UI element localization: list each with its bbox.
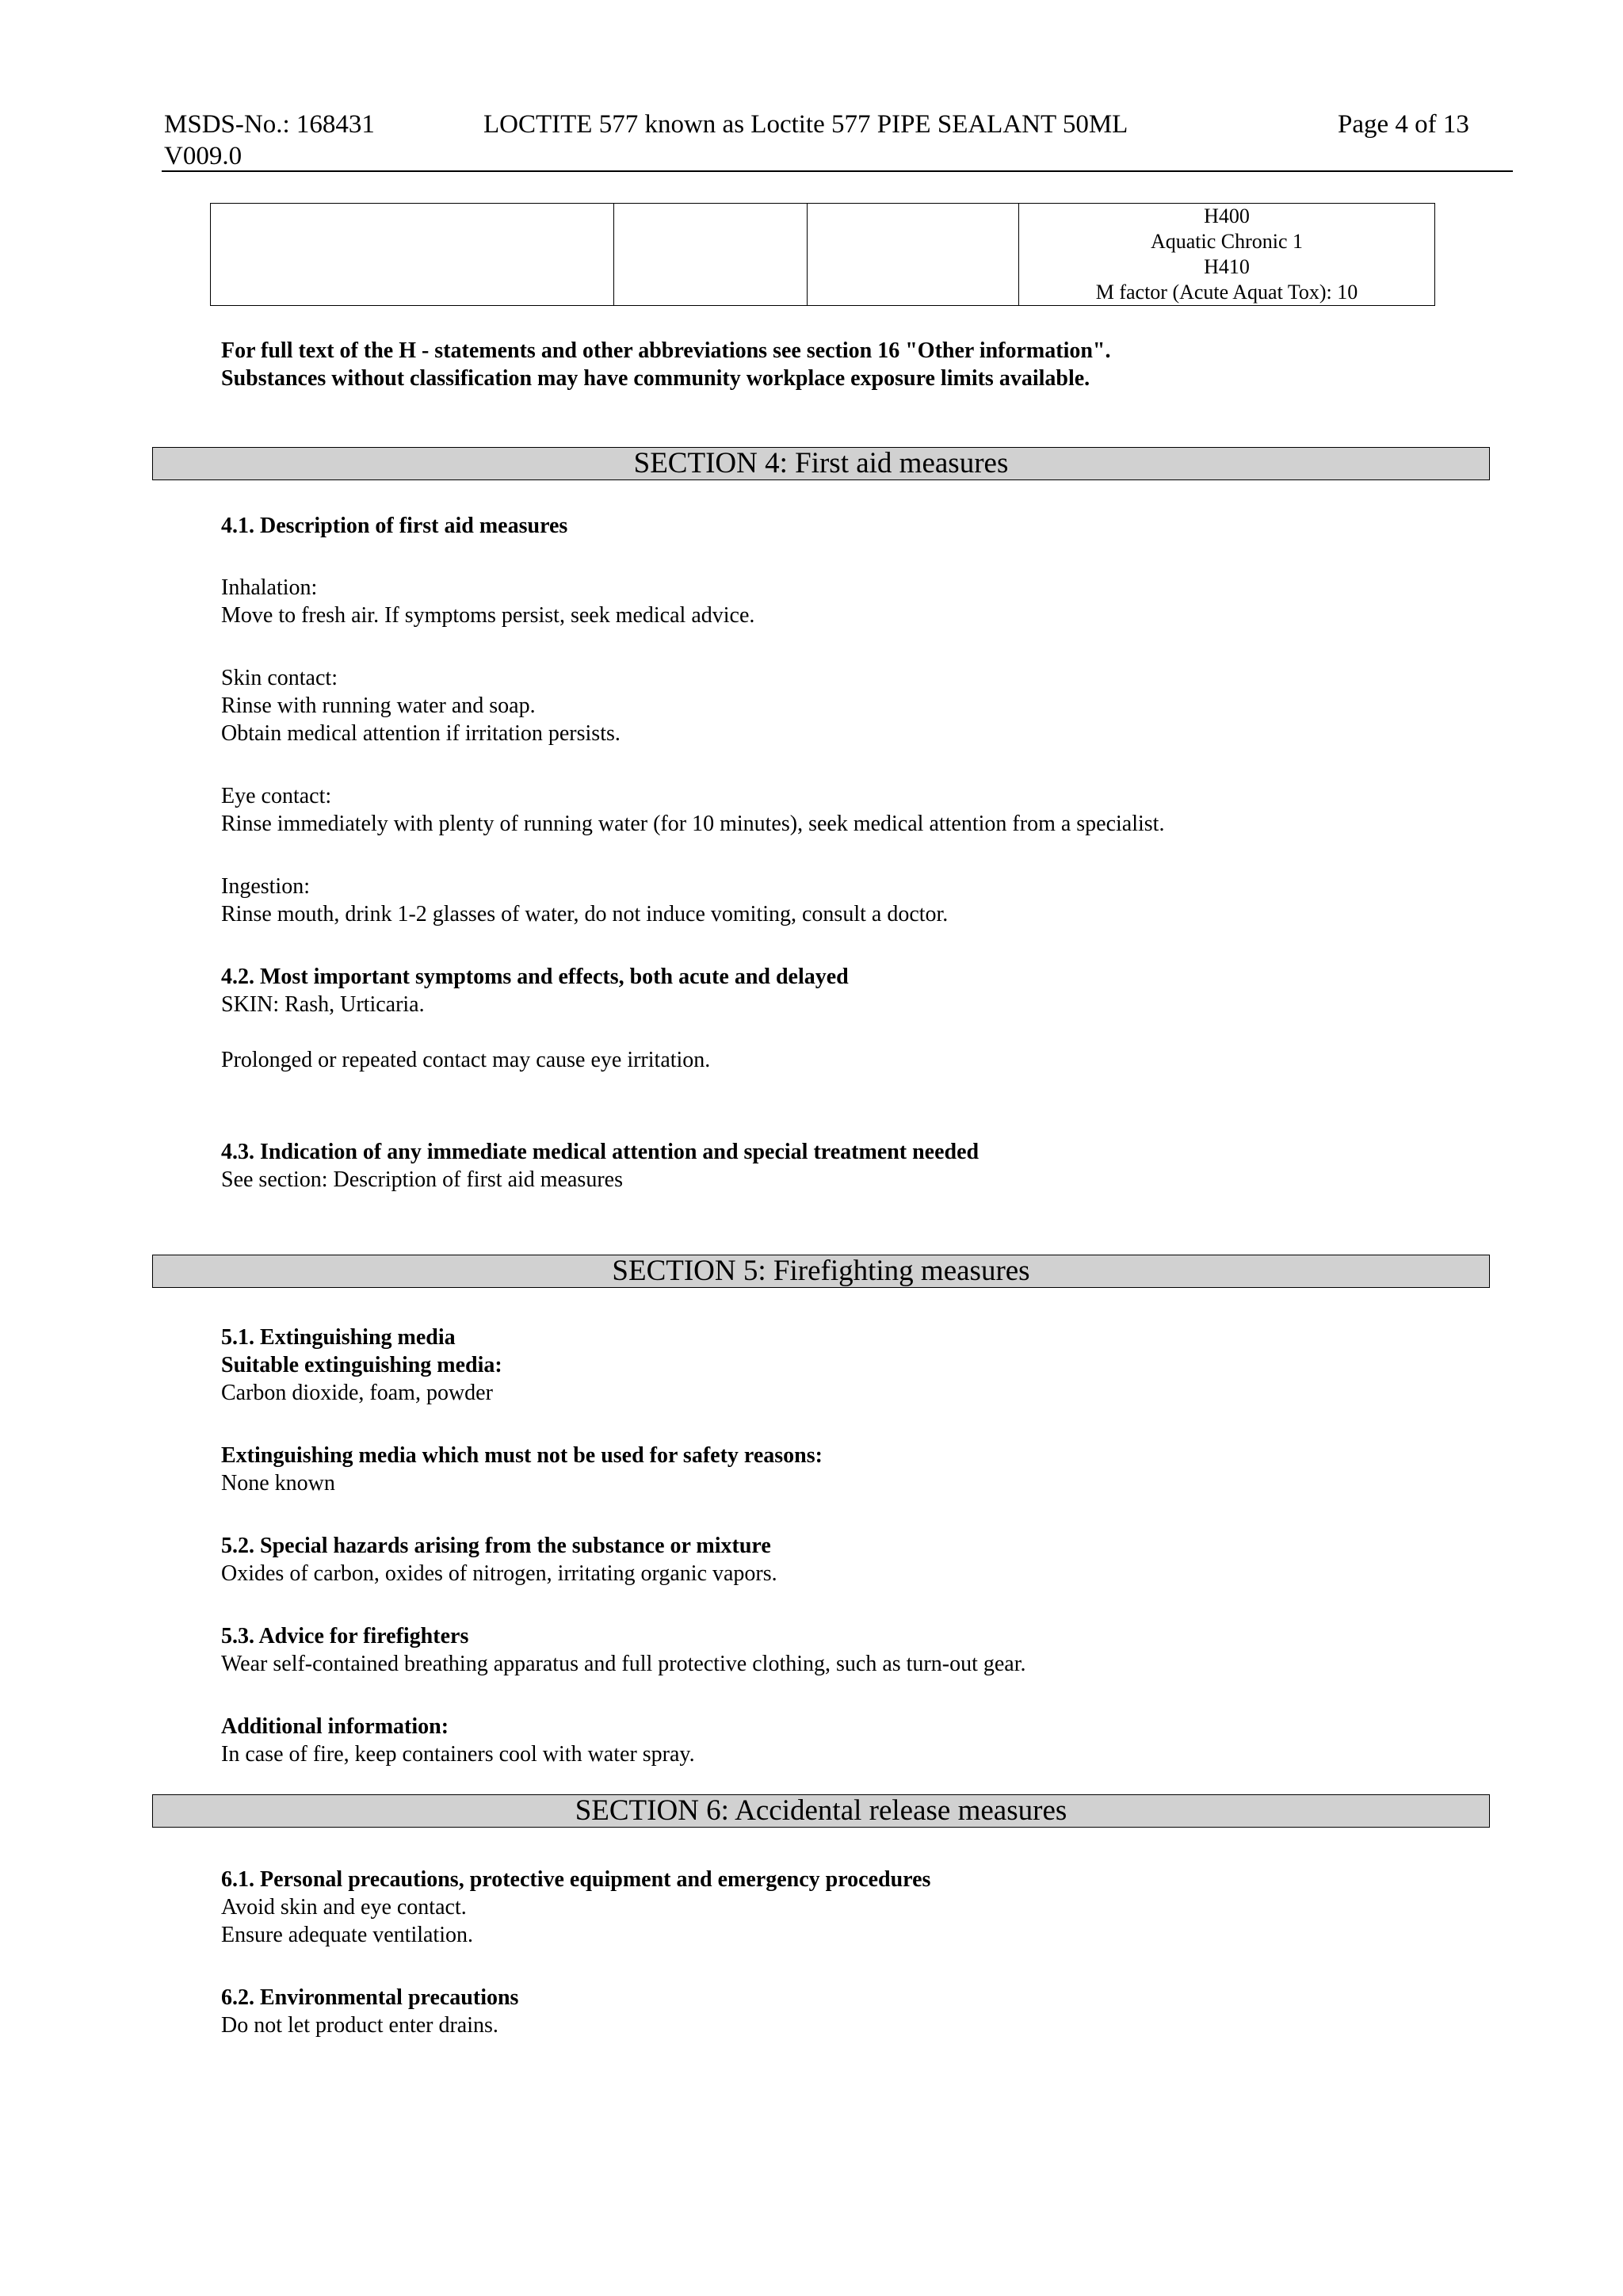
table-cell: [808, 204, 1019, 306]
subsection-heading: 4.3. Indication of any immediate medical attention and special treatment needed: [221, 1140, 980, 1164]
subsection-heading: 6.2. Environmental precautions: [221, 1985, 519, 2010]
suitable-media-text: Carbon dioxide, foam, powder: [221, 1381, 493, 1405]
eye-contact-label: Eye contact:: [221, 784, 332, 808]
hazard-statement: H410: [1204, 255, 1250, 278]
hazard-statement: H400: [1204, 204, 1250, 227]
environmental-precautions-text: Do not let product enter drains.: [221, 2013, 498, 2038]
subsection-heading: 6.1. Personal precautions, protective equipment and emergency procedures: [221, 1867, 931, 1892]
symptoms-text: Prolonged or repeated contact may cause eye irritation.: [221, 1048, 711, 1072]
subsection-heading: 5.1. Extinguishing media: [221, 1325, 456, 1350]
medical-attention-text: See section: Description of first aid measures: [221, 1167, 623, 1192]
table-cell: [614, 204, 808, 306]
skin-contact-text: Rinse with running water and soap.: [221, 693, 536, 718]
additional-info-text: In case of fire, keep containers cool with water spray.: [221, 1742, 695, 1767]
section-6-header: [152, 1794, 1490, 1828]
page-number: Page 4 of 13: [1338, 110, 1469, 139]
symptoms-text: SKIN: Rash, Urticaria.: [221, 992, 425, 1017]
header-rule: [162, 170, 1513, 172]
inhalation-text: Move to fresh air. If symptoms persist, seek medical advice.: [221, 603, 755, 628]
subsection-heading: 4.2. Most important symptoms and effects, both acute and delayed: [221, 965, 849, 989]
section-title: SECTION 5: Firefighting measures: [612, 1255, 1030, 1287]
eye-contact-text: Rinse immediately with plenty of running water (for 10 minutes), seek medical attention from a specialist.: [221, 812, 1165, 836]
ingestion-label: Ingestion:: [221, 874, 310, 899]
skin-contact-text: Obtain medical attention if irritation persists.: [221, 721, 621, 746]
skin-contact-label: Skin contact:: [221, 666, 338, 690]
section-title: SECTION 6: Accidental release measures: [575, 1794, 1067, 1827]
version-number: V009.0: [164, 142, 242, 170]
msds-number: MSDS-No.: 168431: [164, 110, 375, 139]
section-5-header: [152, 1255, 1490, 1288]
subsection-heading: 5.2. Special hazards arising from the substance or mixture: [221, 1534, 771, 1558]
firefighter-advice-text: Wear self-contained breathing apparatus and full protective clothing, such as turn-out gear.: [221, 1652, 1026, 1676]
personal-precautions-text: Avoid skin and eye contact.: [221, 1895, 467, 1920]
inhalation-label: Inhalation:: [221, 575, 318, 600]
additional-info-label: Additional information:: [221, 1714, 449, 1739]
classification-cell: [1019, 204, 1435, 306]
table-row: [211, 204, 1435, 306]
note-h-statements: For full text of the H - statements and other abbreviations see section 16 "Other information".: [221, 338, 1111, 363]
personal-precautions-text: Ensure adequate ventilation.: [221, 1923, 473, 1947]
section-title: SECTION 4: First aid measures: [633, 447, 1009, 479]
ingestion-text: Rinse mouth, drink 1-2 glasses of water, do not induce vomiting, consult a doctor.: [221, 902, 949, 926]
suitable-media-label: Suitable extinguishing media:: [221, 1353, 502, 1377]
composition-table-continued: [210, 203, 1435, 306]
m-factor: M factor (Acute Aquat Tox): 10: [1095, 281, 1358, 304]
product-name: LOCTITE 577 known as Loctite 577 PIPE SEALANT 50ML: [483, 110, 1128, 139]
subsection-heading: 4.1. Description of first aid measures: [221, 514, 568, 538]
section-4-header: [152, 447, 1490, 480]
table-cell: [211, 204, 614, 306]
hazard-class: Aquatic Chronic 1: [1150, 230, 1304, 253]
unsuitable-media-label: Extinguishing media which must not be used for safety reasons:: [221, 1443, 823, 1468]
special-hazards-text: Oxides of carbon, oxides of nitrogen, irritating organic vapors.: [221, 1561, 777, 1586]
unsuitable-media-text: None known: [221, 1471, 335, 1496]
subsection-heading: 5.3. Advice for firefighters: [221, 1624, 469, 1648]
note-workplace-limits: Substances without classification may have community workplace exposure limits available.: [221, 366, 1090, 391]
